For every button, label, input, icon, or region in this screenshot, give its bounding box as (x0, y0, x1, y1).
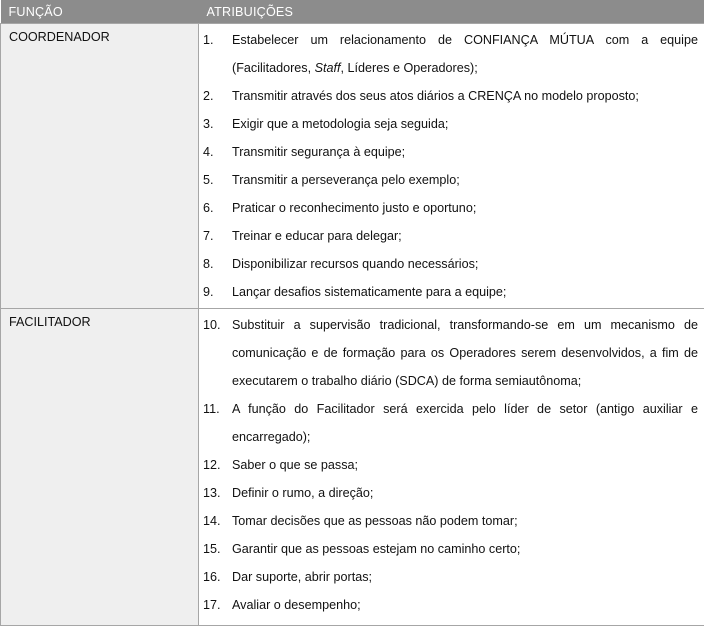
item-number: 8. (203, 250, 229, 278)
item-number: 10. (203, 311, 229, 339)
list-item (203, 222, 698, 250)
item-number: 17. (203, 591, 229, 619)
item-number: 14. (203, 507, 229, 535)
item-number: 6. (203, 194, 229, 222)
item-text-emphasis: Staff (315, 61, 341, 75)
list-item (203, 451, 698, 479)
list-item (203, 479, 698, 507)
list-item (203, 591, 698, 619)
item-text: Praticar o reconhecimento justo e oportuno; (232, 201, 476, 215)
item-text: Transmitir a perseverança pelo exemplo; (232, 173, 460, 187)
item-number: 5. (203, 166, 229, 194)
item-number: 4. (203, 138, 229, 166)
list-item (203, 563, 698, 591)
item-text: Dar suporte, abrir portas; (232, 570, 372, 584)
role-cell: COORDENADOR (1, 24, 199, 309)
item-text-pre: Estabelecer um relacionamento de CONFIANÇA MÚTUA com a equipe (Facilitadores, (232, 33, 698, 75)
item-text: Treinar e educar para delegar; (232, 229, 402, 243)
item-number: 13. (203, 479, 229, 507)
item-text: Saber o que se passa; (232, 458, 358, 472)
list-item (203, 278, 698, 306)
item-text: Avaliar o desempenho; (232, 598, 361, 612)
item-number: 9. (203, 278, 229, 306)
list-item (203, 535, 698, 563)
item-text: A função do Facilitador será exercida pelo líder de setor (antigo auxiliar e encarregado); (232, 402, 698, 444)
list-item (203, 194, 698, 222)
item-text: Exigir que a metodologia seja seguida; (232, 117, 448, 131)
item-number: 12. (203, 451, 229, 479)
item-number: 16. (203, 563, 229, 591)
list-item (203, 138, 698, 166)
list-item (203, 110, 698, 138)
attributions-cell (199, 24, 704, 309)
item-text: Tomar decisões que as pessoas não podem tomar; (232, 514, 518, 528)
list-item (203, 82, 698, 110)
list-item (203, 395, 698, 451)
table-header-row (1, 0, 704, 24)
list-item (203, 166, 698, 194)
item-text: Definir o rumo, a direção; (232, 486, 373, 500)
item-number: 11. (203, 395, 229, 423)
item-text: Lançar desafios sistematicamente para a equipe; (232, 285, 506, 299)
header-atribuicoes: ATRIBUIÇÕES (199, 0, 704, 24)
item-number: 2. (203, 82, 229, 110)
item-text: Garantir que as pessoas estejam no caminho certo; (232, 542, 520, 556)
item-number: 7. (203, 222, 229, 250)
list-item (203, 311, 698, 395)
item-text-post: , Líderes e Operadores); (341, 61, 478, 75)
role-cell: FACILITADOR (1, 309, 199, 626)
table-row-coordenador (1, 24, 704, 309)
item-text: Substituir a supervisão tradicional, transformando-se em um mecanismo de comunicação e de formação para os Operadores serem desenvolvidos, a fim de executarem o trabalho diário (SDCA) de forma semiautônoma; (232, 318, 698, 388)
item-text: Disponibilizar recursos quando necessários; (232, 257, 478, 271)
list-item (203, 26, 698, 82)
item-text: Transmitir segurança à equipe; (232, 145, 405, 159)
item-number: 1. (203, 26, 229, 54)
item-number: 15. (203, 535, 229, 563)
item-number: 3. (203, 110, 229, 138)
attributions-cell (199, 309, 704, 626)
attributions-list (203, 26, 698, 306)
list-item (203, 507, 698, 535)
list-item (203, 250, 698, 278)
header-funcao: FUNÇÃO (1, 0, 199, 24)
item-text: Transmitir através dos seus atos diários a CRENÇA no modelo proposto; (232, 89, 639, 103)
table-row-facilitador (1, 309, 704, 626)
attributions-list (203, 311, 698, 619)
